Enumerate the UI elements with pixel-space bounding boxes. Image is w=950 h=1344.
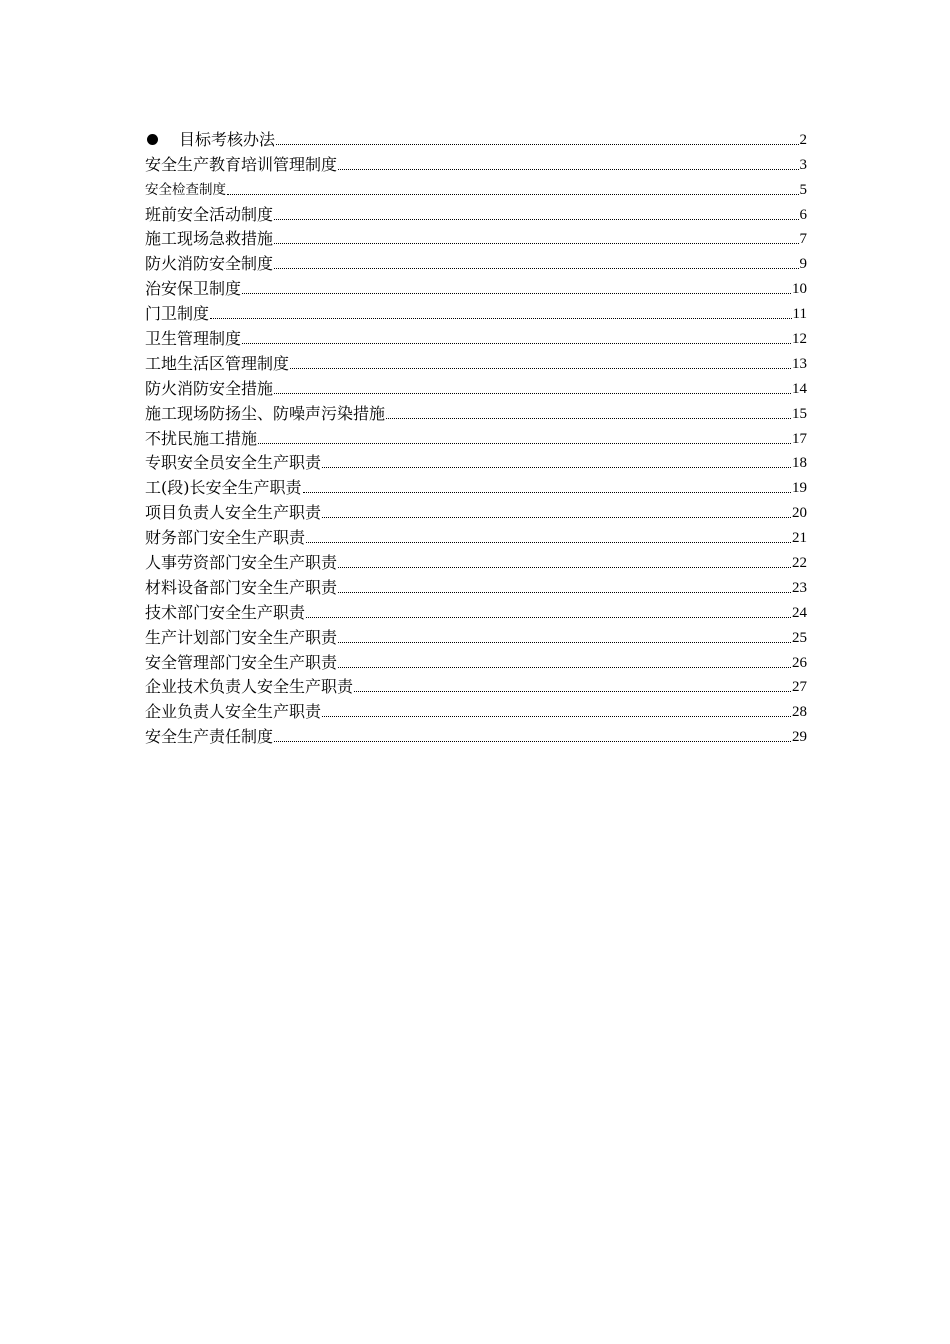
toc-entry[interactable] [145, 399, 807, 424]
toc-entry[interactable] [145, 523, 807, 548]
toc-entry-page: 13 [792, 355, 807, 372]
dot-leader [322, 715, 791, 717]
toc-entry-page: 17 [792, 430, 807, 447]
dot-leader [274, 242, 798, 244]
toc-entry-title: 不扰民施工措施 [145, 428, 258, 448]
table-of-contents [145, 125, 807, 747]
toc-entry-title: 施工现场急救措施 [145, 229, 274, 249]
toc-entry[interactable] [145, 548, 807, 573]
toc-entry-page: 29 [792, 729, 807, 746]
dot-leader [338, 641, 791, 643]
toc-entry[interactable] [145, 697, 807, 722]
toc-entry-page: 18 [792, 455, 807, 472]
toc-entry-title: 材料设备部门安全生产职责 [145, 577, 338, 597]
toc-entry-page: 15 [792, 405, 807, 422]
toc-entry-page: 23 [792, 579, 807, 596]
dot-leader [338, 566, 791, 568]
toc-entry-title: 安全管理部门安全生产职责 [145, 652, 338, 672]
dot-leader [338, 591, 791, 593]
toc-entry[interactable] [145, 722, 807, 747]
toc-entry-page: 14 [792, 380, 807, 397]
dot-leader [386, 417, 791, 419]
dot-leader [322, 466, 791, 468]
toc-entry-page: 22 [792, 555, 807, 572]
toc-entry-title: 项目负责人安全生产职责 [145, 503, 322, 523]
dot-leader [322, 516, 791, 518]
toc-entry-page: 11 [792, 306, 807, 323]
dot-leader [210, 317, 792, 319]
toc-entry-title: 财务部门安全生产职责 [145, 528, 306, 548]
dot-leader [274, 392, 791, 394]
toc-entry-page: 6 [799, 206, 807, 223]
toc-entry-title: 安全生产教育培训管理制度 [145, 154, 338, 174]
toc-entry-title: 工地生活区管理制度 [145, 353, 290, 373]
toc-entry[interactable] [145, 424, 807, 449]
toc-entry[interactable] [145, 125, 807, 150]
toc-entry-title: 技术部门安全生产职责 [145, 602, 306, 622]
toc-entry-title: 防火消防安全制度 [145, 254, 274, 274]
toc-entry-title: 门卫制度 [145, 304, 210, 324]
toc-entry-title: 人事劳资部门安全生产职责 [145, 553, 338, 573]
toc-entry-page: 21 [792, 530, 807, 547]
toc-entry-page: 2 [799, 131, 807, 148]
toc-entry[interactable] [145, 374, 807, 399]
toc-entry[interactable] [145, 349, 807, 374]
dot-leader [354, 690, 791, 692]
toc-entry-page: 12 [792, 331, 807, 348]
toc-entry-title: 企业技术负责人安全生产职责 [145, 677, 354, 697]
dot-leader [258, 442, 791, 444]
toc-entry-title: 防火消防安全措施 [145, 378, 274, 398]
toc-entry-page: 25 [792, 629, 807, 646]
toc-entry[interactable] [145, 299, 807, 324]
toc-entry-page: 7 [799, 231, 807, 248]
toc-entry-page: 26 [792, 654, 807, 671]
toc-entry-title: 专职安全员安全生产职责 [145, 453, 322, 473]
toc-entry[interactable] [145, 274, 807, 299]
dot-leader [242, 342, 791, 344]
toc-entry[interactable] [145, 648, 807, 673]
dot-leader [338, 666, 791, 668]
dot-leader [242, 292, 791, 294]
dot-leader [274, 218, 798, 220]
dot-leader [290, 367, 791, 369]
toc-entry-page: 5 [799, 181, 807, 198]
toc-entry[interactable] [145, 175, 807, 200]
toc-entry-title: 企业负责人安全生产职责 [145, 702, 322, 722]
dot-leader [276, 143, 798, 145]
toc-entry-page: 28 [792, 704, 807, 721]
toc-entry-page: 27 [792, 679, 807, 696]
dot-leader [338, 168, 798, 170]
dot-leader [274, 740, 791, 742]
toc-entry[interactable] [145, 498, 807, 523]
toc-entry-page: 19 [792, 480, 807, 497]
toc-entry-page: 24 [792, 604, 807, 621]
dot-leader [306, 541, 791, 543]
toc-entry-title: 班前安全活动制度 [145, 204, 274, 224]
toc-entry[interactable] [145, 573, 807, 598]
toc-entry-page: 9 [799, 256, 807, 273]
toc-entry[interactable] [145, 623, 807, 648]
toc-entry-title: 工(段)长安全生产职责 [145, 478, 302, 498]
toc-entry[interactable] [145, 324, 807, 349]
toc-entry[interactable] [145, 473, 807, 498]
toc-entry-title: 生产计划部门安全生产职责 [145, 627, 338, 647]
dot-leader [303, 491, 792, 493]
dot-leader [227, 193, 799, 195]
toc-entry-page: 3 [799, 156, 807, 173]
toc-entry-page: 10 [792, 281, 807, 298]
toc-entry-title: 目标考核办法 [179, 129, 276, 149]
toc-entry-title: 安全生产责任制度 [145, 727, 274, 747]
toc-entry[interactable] [145, 249, 807, 274]
toc-entry-page: 20 [792, 505, 807, 522]
toc-entry-title: 卫生管理制度 [145, 329, 242, 349]
dot-leader [306, 616, 791, 618]
toc-entry[interactable] [145, 598, 807, 623]
toc-entry[interactable] [145, 673, 807, 698]
toc-entry[interactable] [145, 225, 807, 250]
toc-entry[interactable] [145, 449, 807, 474]
toc-entry[interactable] [145, 150, 807, 175]
toc-entry-title: 安全检查制度 [145, 181, 226, 198]
toc-entry[interactable] [145, 200, 807, 225]
toc-entry-title: 施工现场防扬尘、防噪声污染措施 [145, 403, 386, 423]
bullet-icon [147, 134, 158, 145]
toc-entry-title: 治安保卫制度 [145, 279, 242, 299]
dot-leader [274, 267, 798, 269]
